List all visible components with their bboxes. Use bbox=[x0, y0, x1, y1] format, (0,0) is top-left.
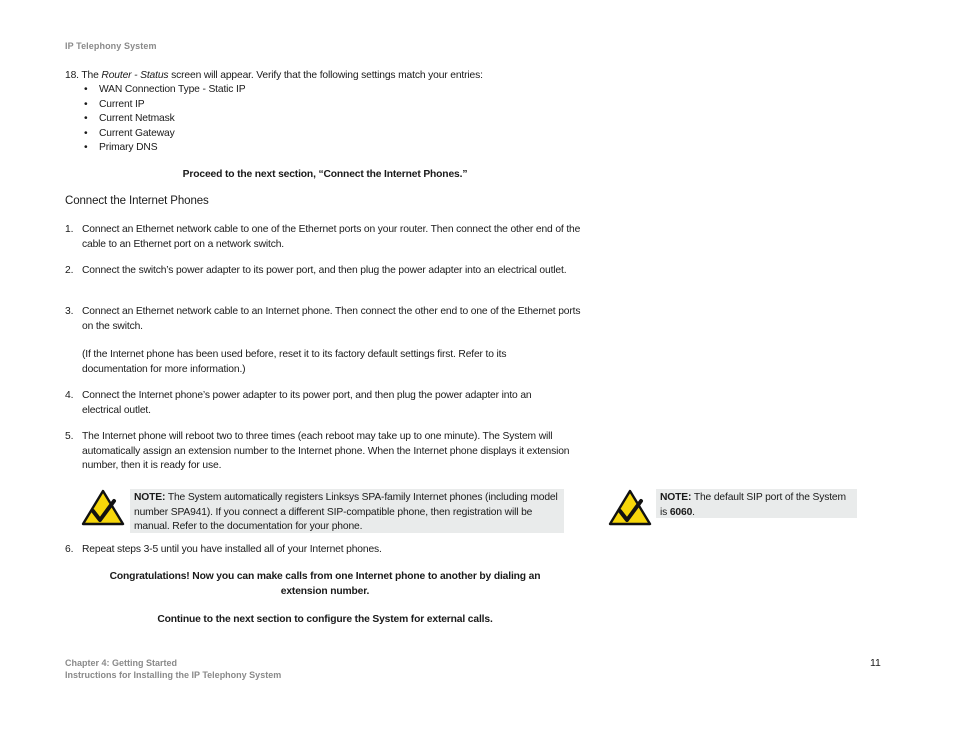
sip-port-value: 6060 bbox=[669, 506, 693, 518]
settings-list bbox=[84, 83, 245, 156]
list-item: • Current Netmask bbox=[84, 112, 245, 127]
list-item: • WAN Connection Type - Static IP bbox=[84, 83, 245, 98]
note-label: NOTE: bbox=[660, 492, 692, 503]
note-end: . bbox=[692, 506, 695, 518]
note-box bbox=[656, 489, 857, 518]
step-text: Connect an Ethernet network cable to an Internet phone. Then connect the other end to one of the Ethernet ports on the switch. bbox=[82, 306, 581, 332]
step-2 bbox=[65, 264, 585, 279]
step-number: 18. bbox=[65, 70, 79, 81]
step-number: 4. bbox=[65, 390, 74, 401]
note-text: The System automatically registers Linksys SPA-family Internet phones (including model number SPA941). If you connect a different SIP-compatible phone, then registration will be manual. Refer to the documentation for your phone. bbox=[134, 492, 558, 533]
congratulations-text: Congratulations! Now you can make calls from one Internet phone to another by dialing an extension number. bbox=[109, 571, 541, 597]
note-box bbox=[130, 489, 564, 533]
step-number: 6. bbox=[65, 544, 74, 555]
step-text: Connect the Internet phone’s power adapter to its power port, and then plug the power adapter into an electrical outlet. bbox=[82, 390, 532, 416]
step-text: Connect the switch’s power adapter to its power port, and then plug the power adapter into an electrical outlet. bbox=[82, 265, 567, 276]
list-item: • Primary DNS bbox=[84, 141, 245, 156]
step-3 bbox=[65, 305, 585, 334]
checkmark-warning-icon bbox=[608, 489, 652, 526]
step-number: 3. bbox=[65, 306, 74, 317]
list-item: • Current IP bbox=[84, 98, 245, 113]
step-text-pre: The bbox=[81, 70, 99, 81]
step-5 bbox=[65, 430, 585, 474]
footer-subtitle: Instructions for Installing the IP Telephony System bbox=[65, 670, 282, 680]
continue-instruction: Continue to the next section to configure the System for external calls. bbox=[157, 614, 493, 625]
section-heading: Connect the Internet Phones bbox=[65, 195, 209, 207]
page-footer bbox=[65, 657, 281, 681]
note-text: The default SIP port of the System is bbox=[660, 492, 846, 518]
footer-chapter: Chapter 4: Getting Started bbox=[65, 658, 178, 668]
step-text: Connect an Ethernet network cable to one of the Ethernet ports on your router. Then connect the other end of the cable to an Ethernet port on a network switch. bbox=[82, 224, 581, 250]
step-text: Repeat steps 3-5 until you have installed all of your Internet phones. bbox=[82, 544, 382, 555]
step-4 bbox=[65, 389, 565, 418]
note-label: NOTE: bbox=[134, 492, 166, 503]
step-text-post: screen will appear. Verify that the following settings match your entries: bbox=[171, 70, 483, 81]
page-number: 11 bbox=[870, 657, 881, 669]
step-number: 5. bbox=[65, 431, 74, 442]
step-1 bbox=[65, 223, 590, 252]
screen-name: Router - Status bbox=[101, 70, 169, 81]
step-text: The Internet phone will reboot two to three times (each reboot may take up to one minute). The System will automatically assign an extension number to the Internet phone. When the Internet phone displays it extension number, then it is ready for use. bbox=[82, 431, 570, 472]
congratulations-message bbox=[65, 570, 585, 599]
step-number: 2. bbox=[65, 265, 74, 276]
step-18 bbox=[65, 69, 605, 84]
proceed-instruction: Proceed to the next section, “Connect the Internet Phones.” bbox=[182, 169, 468, 180]
step-number: 1. bbox=[65, 224, 74, 235]
checkmark-warning-icon bbox=[81, 489, 125, 526]
step-3-note: (If the Internet phone has been used before, reset it to its factory default settings first. Refer to its documentation for more information.) bbox=[82, 349, 507, 375]
list-item: • Current Gateway bbox=[84, 127, 245, 142]
step-6 bbox=[65, 543, 585, 558]
page-header: IP Telephony System bbox=[65, 41, 157, 51]
